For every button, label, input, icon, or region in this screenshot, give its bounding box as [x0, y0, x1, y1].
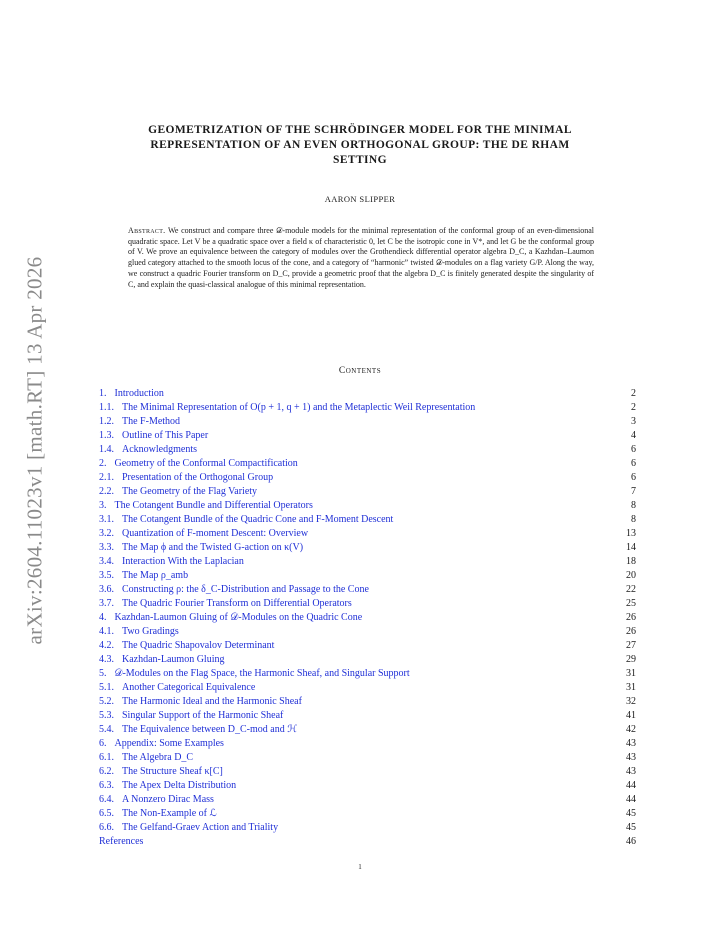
toc-page-number: 22 [626, 584, 636, 595]
toc-section-number: 1.1. [99, 402, 114, 413]
toc-entry[interactable] [99, 793, 636, 807]
toc-entry[interactable] [99, 639, 636, 653]
toc-page-number: 7 [631, 486, 636, 497]
toc-entry[interactable] [99, 583, 636, 597]
toc-entry[interactable] [99, 443, 636, 457]
toc-link[interactable] [99, 835, 143, 849]
toc-section-number: 2.2. [99, 486, 114, 497]
title-line: SETTING [333, 154, 387, 166]
toc-section-title: The Structure Sheaf κ[C] [122, 766, 223, 777]
toc-entry[interactable] [99, 499, 636, 513]
toc-section-title: Acknowledgments [122, 444, 197, 455]
toc-entry[interactable] [99, 429, 636, 443]
toc-page-number: 26 [626, 626, 636, 637]
abstract [128, 226, 594, 290]
toc-link[interactable] [99, 429, 208, 443]
toc-section-number: 6.1. [99, 752, 114, 763]
toc-link[interactable] [99, 513, 393, 527]
toc-link[interactable] [99, 457, 298, 471]
toc-entry[interactable] [99, 723, 636, 737]
toc-entry[interactable] [99, 835, 636, 849]
toc-page-number: 20 [626, 570, 636, 581]
toc-entry[interactable] [99, 779, 636, 793]
toc-section-number: 4.2. [99, 640, 114, 651]
toc-link[interactable] [99, 611, 362, 625]
toc-entry[interactable] [99, 387, 636, 401]
toc-page-number: 45 [626, 808, 636, 819]
toc-entry[interactable] [99, 485, 636, 499]
toc-section-number: 5.3. [99, 710, 114, 721]
toc-section-title: The Quadric Shapovalov Determinant [122, 640, 275, 651]
toc-link[interactable] [99, 485, 257, 499]
toc-section-number: 3.7. [99, 598, 114, 609]
toc-section-number: 6.3. [99, 780, 114, 791]
toc-entry[interactable] [99, 569, 636, 583]
toc-section-title: Kazhdan-Laumon Gluing [122, 654, 225, 665]
toc-section-title: Quantization of F-moment Descent: Overview [122, 528, 309, 539]
toc-page-number: 2 [631, 402, 636, 413]
toc-section-title: Interaction With the Laplacian [122, 556, 244, 567]
toc-entry[interactable] [99, 513, 636, 527]
toc-page-number: 31 [626, 682, 636, 693]
toc-section-number: 4.3. [99, 654, 114, 665]
toc-section-number: 3.5. [99, 570, 114, 581]
toc-section-number: 5.4. [99, 724, 114, 735]
toc-entry[interactable] [99, 625, 636, 639]
toc-link[interactable] [99, 695, 302, 709]
toc-page-number: 43 [626, 766, 636, 777]
toc-page-number: 42 [626, 724, 636, 735]
toc-link[interactable] [99, 401, 475, 415]
toc-section-number: 6.4. [99, 794, 114, 805]
toc-page-number: 14 [626, 542, 636, 553]
toc-entry[interactable] [99, 541, 636, 555]
toc-section-title: Presentation of the Orthogonal Group [122, 472, 274, 483]
toc-entry[interactable] [99, 401, 636, 415]
toc-section-title: The Map ϕ and the Twisted G-action on κ(V) [122, 542, 304, 553]
author: AARON SLIPPER [324, 194, 396, 204]
toc-entry[interactable] [99, 765, 636, 779]
toc-section-title: 𝒟-Modules on the Flag Space, the Harmonic Sheaf, and Singular Support [114, 668, 410, 679]
toc-link[interactable] [99, 737, 224, 751]
toc-link[interactable] [99, 765, 223, 779]
toc-entry[interactable] [99, 807, 636, 821]
toc-section-title: The Cotangent Bundle and Differential Operators [114, 500, 313, 511]
toc-entry[interactable] [99, 471, 636, 485]
toc-page-number: 31 [626, 668, 636, 679]
toc-section-number: 3.4. [99, 556, 114, 567]
toc-page-number: 4 [631, 430, 636, 441]
toc-page-number: 8 [631, 500, 636, 511]
toc-section-title: Another Categorical Equivalence [122, 682, 256, 693]
toc-page-number: 8 [631, 514, 636, 525]
toc-section-number: 6.6. [99, 822, 114, 833]
toc-section-number: 5.2. [99, 696, 114, 707]
toc-entry[interactable] [99, 681, 636, 695]
toc-section-number: 5. [99, 668, 107, 679]
toc-section-number: 4. [99, 612, 107, 623]
toc-page-number: 27 [626, 640, 636, 651]
toc-page-number: 13 [626, 528, 636, 539]
toc-section-number: 1.2. [99, 416, 114, 427]
toc-section-title: The Algebra D_C [122, 752, 194, 763]
toc-section-number: 3.3. [99, 542, 114, 553]
toc-section-number: 2.1. [99, 472, 114, 483]
abstract-text: We construct and compare three 𝒟-module models for the minimal representation of the conformal group of an even-dimensional quadratic space. Let V be a quadratic space over a field κ of characteristic 0, let C be the isotropic cone in V*, and let G be the conformal group of V. We prove an equivalence between the category of modules over the Grothendieck differential operator algebra D_C, a Kazhdan–Laumon glued category attached to the smooth locus of the cone, and a category of “harmonic” twisted 𝒟-modules on a flag variety G/P. Along the way, we construct a quadric Fourier transform on D_C, provide a geometric proof that the algebra D_C is finitely generated despite the singularity of C, and explain the quasi-classical analogue of this minimal representation. [128, 226, 594, 289]
toc-link[interactable] [99, 625, 179, 639]
toc-section-title: Two Gradings [122, 626, 179, 637]
toc-link[interactable] [99, 555, 244, 569]
toc-section-number: 4.1. [99, 626, 114, 637]
toc-section-title: Introduction [114, 388, 164, 399]
toc-entry[interactable] [99, 457, 636, 471]
toc-page-number: 29 [626, 654, 636, 665]
toc-entry[interactable] [99, 695, 636, 709]
toc-link[interactable] [99, 583, 369, 597]
toc-section-title: The Equivalence between D_C-mod and ℋ [122, 724, 298, 735]
table-of-contents [99, 387, 636, 849]
toc-section-title: Singular Support of the Harmonic Sheaf [122, 710, 284, 721]
toc-entry[interactable] [99, 653, 636, 667]
toc-page-number: 44 [626, 780, 636, 791]
toc-section-number: 3. [99, 500, 107, 511]
toc-section-number: 1. [99, 388, 107, 399]
toc-entry[interactable] [99, 597, 636, 611]
toc-page-number: 41 [626, 710, 636, 721]
toc-link[interactable] [99, 709, 283, 723]
toc-link[interactable] [99, 597, 352, 611]
toc-link[interactable] [99, 569, 188, 583]
toc-entry[interactable] [99, 611, 636, 625]
toc-section-title: Appendix: Some Examples [114, 738, 224, 749]
toc-entry[interactable] [99, 751, 636, 765]
toc-entry[interactable] [99, 415, 636, 429]
toc-page-number: 2 [631, 388, 636, 399]
toc-entry[interactable] [99, 667, 636, 681]
toc-section-title: References [99, 836, 144, 847]
toc-section-title: Kazhdan-Laumon Gluing of 𝒟-Modules on the Quadric Cone [114, 612, 363, 623]
arxiv-stamp-text: arXiv:2604.11023v1 [math.RT] 13 Apr 2026 [22, 256, 47, 644]
toc-page-number: 46 [626, 836, 636, 847]
toc-section-number: 3.2. [99, 528, 114, 539]
paper-title [100, 123, 620, 168]
toc-section-title: The Minimal Representation of O(p + 1, q + 1) and the Metaplectic Weil Representation [122, 402, 476, 413]
toc-section-title: Constructing ρ: the δ_C-Distribution and Passage to the Cone [122, 584, 369, 595]
title-line: REPRESENTATION OF AN EVEN ORTHOGONAL GROUP: THE DE RHAM [150, 139, 570, 151]
toc-link[interactable] [99, 751, 193, 765]
toc-section-title: Outline of This Paper [122, 430, 209, 441]
toc-link[interactable] [99, 723, 297, 737]
toc-page-number: 3 [631, 416, 636, 427]
toc-page-number: 6 [631, 458, 636, 469]
toc-entry[interactable] [99, 555, 636, 569]
toc-section-number: 6.2. [99, 766, 114, 777]
toc-page-number: 44 [626, 794, 636, 805]
toc-link[interactable] [99, 527, 308, 541]
toc-link[interactable] [99, 667, 410, 681]
toc-link[interactable] [99, 499, 313, 513]
toc-section-number: 6.5. [99, 808, 114, 819]
toc-section-number: 3.6. [99, 584, 114, 595]
toc-page-number: 32 [626, 696, 636, 707]
toc-link[interactable] [99, 639, 274, 653]
toc-section-title: A Nonzero Dirac Mass [122, 794, 214, 805]
toc-link[interactable] [99, 541, 303, 555]
toc-link[interactable] [99, 415, 180, 429]
toc-page-number: 43 [626, 738, 636, 749]
toc-link[interactable] [99, 387, 164, 401]
toc-entry[interactable] [99, 709, 636, 723]
toc-link[interactable] [99, 821, 278, 835]
toc-link[interactable] [99, 681, 255, 695]
toc-page-number: 6 [631, 472, 636, 483]
abstract-label: Abstract. [128, 226, 166, 235]
toc-page-number: 25 [626, 598, 636, 609]
toc-entry[interactable] [99, 527, 636, 541]
toc-link[interactable] [99, 653, 224, 667]
toc-entry[interactable] [99, 821, 636, 835]
toc-page-number: 26 [626, 612, 636, 623]
toc-section-title: The Map ρ_amb [122, 570, 189, 581]
arxiv-stamp [14, 230, 56, 670]
toc-section-number: 1.3. [99, 430, 114, 441]
toc-section-title: The Harmonic Ideal and the Harmonic Sheaf [122, 696, 302, 707]
toc-link[interactable] [99, 807, 217, 821]
toc-section-title: The Cotangent Bundle of the Quadric Cone and F-Moment Descent [122, 514, 394, 525]
toc-entry[interactable] [99, 737, 636, 751]
toc-page-number: 6 [631, 444, 636, 455]
toc-section-title: The F-Method [122, 416, 181, 427]
toc-section-number: 1.4. [99, 444, 114, 455]
title-line: GEOMETRIZATION OF THE SCHRÖDINGER MODEL FOR THE MINIMAL [148, 124, 572, 136]
toc-link[interactable] [99, 471, 273, 485]
contents-heading: Contents [338, 366, 382, 376]
toc-link[interactable] [99, 443, 197, 457]
toc-page-number: 45 [626, 822, 636, 833]
toc-section-title: The Non-Example of ℒ [122, 808, 217, 819]
toc-section-number: 2. [99, 458, 107, 469]
toc-link[interactable] [99, 793, 214, 807]
toc-section-number: 6. [99, 738, 107, 749]
toc-section-number: 3.1. [99, 514, 114, 525]
toc-section-title: The Apex Delta Distribution [122, 780, 237, 791]
toc-page-number: 43 [626, 752, 636, 763]
toc-section-title: The Gelfand-Graev Action and Triality [122, 822, 279, 833]
page-number: 1 [358, 863, 362, 871]
toc-section-title: Geometry of the Conformal Compactification [114, 458, 298, 469]
toc-section-number: 5.1. [99, 682, 114, 693]
toc-section-title: The Geometry of the Flag Variety [122, 486, 258, 497]
toc-section-title: The Quadric Fourier Transform on Differential Operators [122, 598, 352, 609]
toc-link[interactable] [99, 779, 236, 793]
toc-page-number: 18 [626, 556, 636, 567]
